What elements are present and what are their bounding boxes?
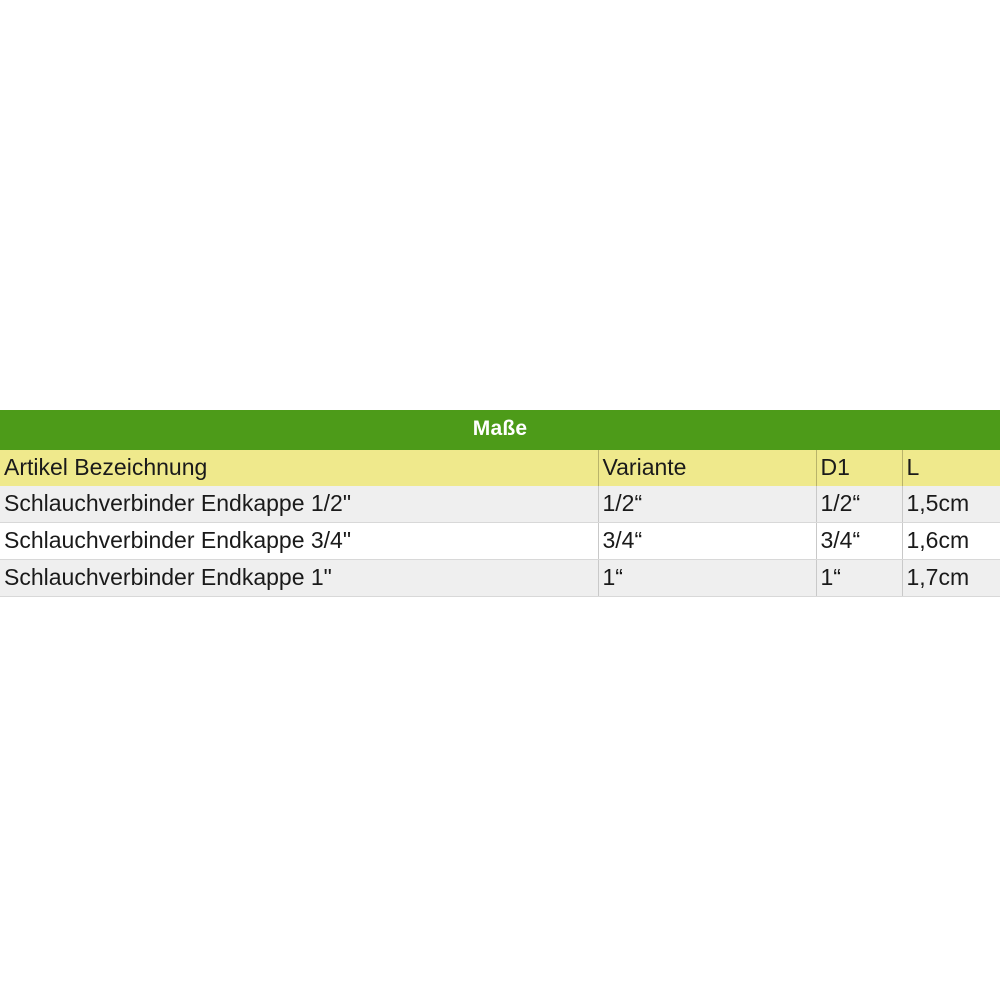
cell-article-name: Schlauchverbinder Endkappe 3/4" <box>0 522 598 559</box>
cell-d1: 3/4“ <box>816 522 902 559</box>
cell-variante: 3/4“ <box>598 522 816 559</box>
dimensions-table <box>0 410 1000 597</box>
cell-l: 1,5cm <box>902 486 1000 523</box>
table-header-row <box>0 450 1000 486</box>
table-row <box>0 522 1000 559</box>
cell-article-name: Schlauchverbinder Endkappe 1/2" <box>0 486 598 523</box>
cell-l: 1,6cm <box>902 522 1000 559</box>
cell-variante: 1/2“ <box>598 486 816 523</box>
table-row <box>0 486 1000 523</box>
cell-l: 1,7cm <box>902 559 1000 596</box>
column-header-variante: Variante <box>598 450 816 486</box>
dimensions-table-container <box>0 410 1000 597</box>
cell-variante: 1“ <box>598 559 816 596</box>
cell-article-name: Schlauchverbinder Endkappe 1" <box>0 559 598 596</box>
table-row <box>0 559 1000 596</box>
cell-d1: 1/2“ <box>816 486 902 523</box>
table-title: Maße <box>0 410 1000 450</box>
cell-d1: 1“ <box>816 559 902 596</box>
column-header-article-name: Artikel Bezeichnung <box>0 450 598 486</box>
table-title-row <box>0 410 1000 450</box>
column-header-d1: D1 <box>816 450 902 486</box>
column-header-l: L <box>902 450 1000 486</box>
